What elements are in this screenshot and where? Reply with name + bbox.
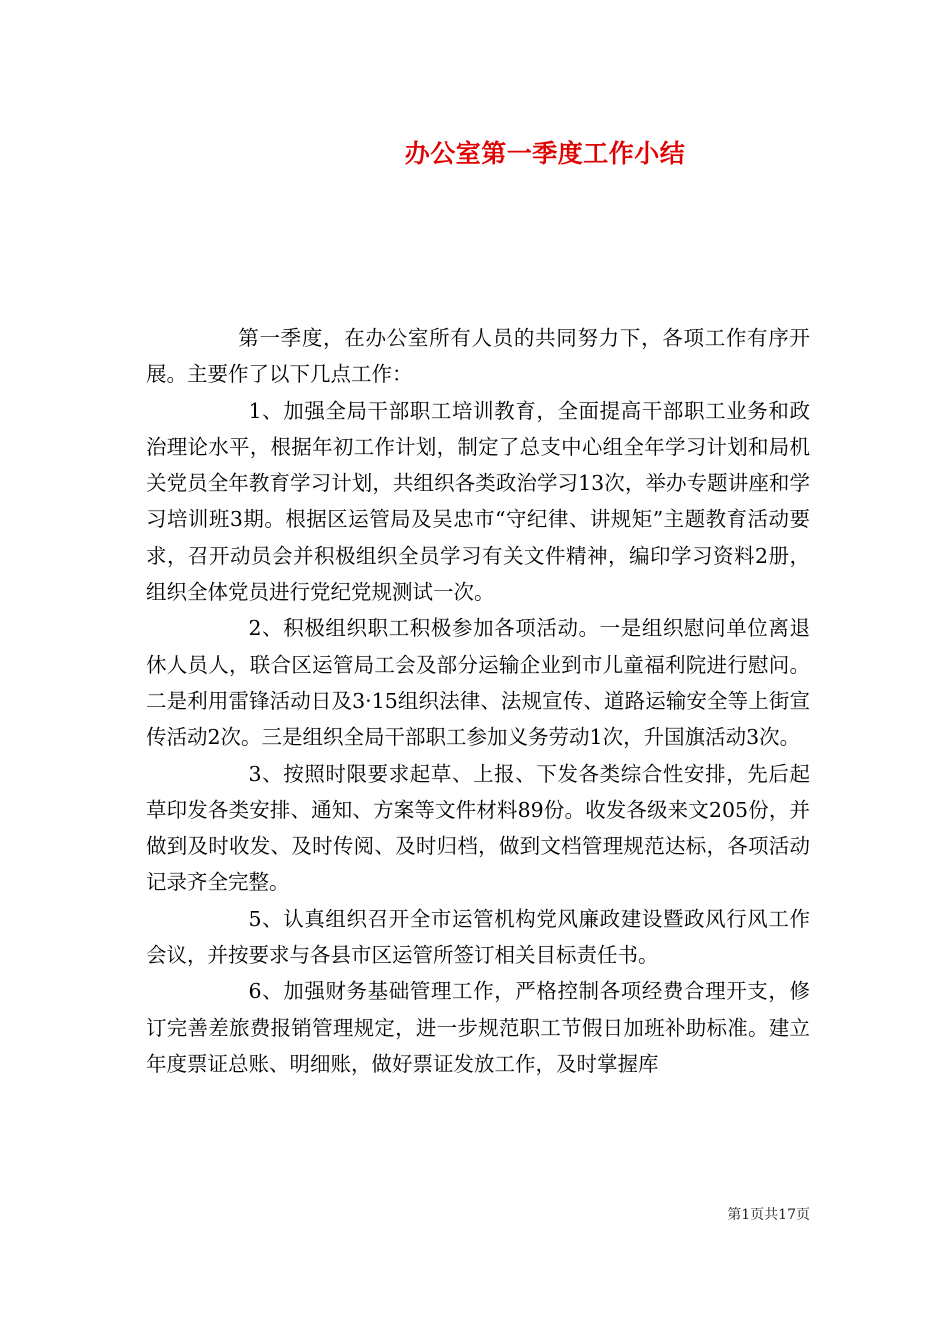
document-body — [146, 320, 810, 1082]
paragraph-item-6: 6、加强财务基础管理工作，严格控制各项经费合理开支，修订完善差旅费报销管理规定，进一步规范职工节假日加班补助标准。建立年度票证总账、明细账，做好票证发放工作，及时掌握库 — [146, 979, 810, 1076]
page-title: 办公室第一季度工作小结 — [404, 139, 686, 168]
paragraph-item-1: 1、加强全局干部职工培训教育，全面提高干部职工业务和政治理论水平，根据年初工作计划，制定了总支中心组全年学习计划和局机关党员全年教育学习计划，共组织各类政治学习13次，举办专题讲座和学习培训班3期。根据区运管局及吴忠市“守纪律、讲规矩”主题教育活动要求，召开动员会并积极组织全员学习有关文件精神，编印学习资料2册，组织全体党员进行党纪党规测试一次。 — [146, 398, 810, 605]
paragraph-item-5: 5、认真组织召开全市运管机构党风廉政建设暨政风行风工作会议，并按要求与各县市区运管所签订相关目标责任书。 — [146, 906, 810, 968]
page-number: 第1页共17页 — [727, 1207, 810, 1223]
paragraph-item-2: 2、积极组织职工积极参加各项活动。一是组织慰问单位离退休人员人，联合区运管局工会及部分运输企业到市儿童福利院进行慰问。二是利用雷锋活动日及3·15组织法律、法规宣传、道路运输安全等上街宣传活动2次。三是组织全局干部职工参加义务劳动1次，升国旗活动3次。 — [146, 616, 810, 750]
intro-paragraph: 第一季度，在办公室所有人员的共同努力下，各项工作有序开展。主要作了以下几点工作： — [146, 326, 810, 387]
paragraph-item-3: 3、按照时限要求起草、上报、下发各类综合性安排，先后起草印发各类安排、通知、方案等文件材料89份。收发各级来文205份，并做到及时收发、及时传阅、及时归档，做到文档管理规范达标，各项活动记录齐全完整。 — [146, 761, 810, 895]
